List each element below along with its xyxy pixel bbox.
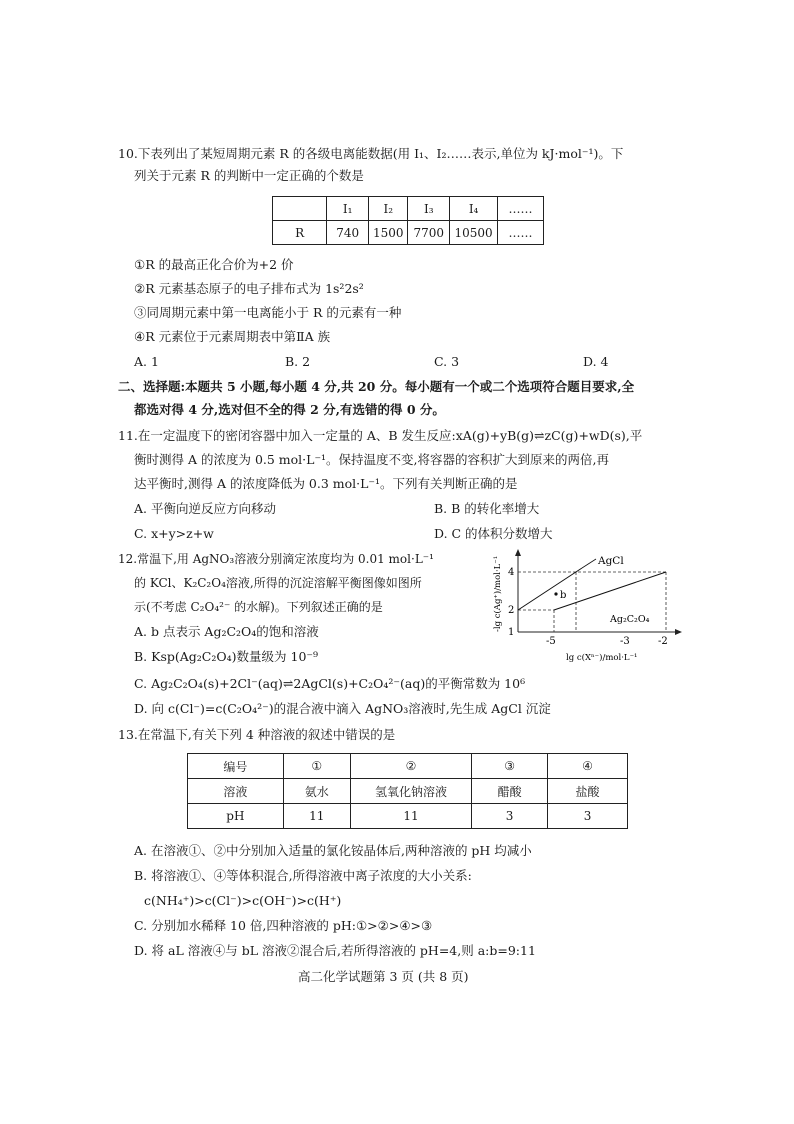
q10-statement-2: ②R 元素基态原子的电子排布式为 1s²2s² (134, 281, 364, 296)
q13-cell: ② (350, 754, 471, 779)
q10-option-b: B. 2 (285, 354, 311, 369)
q10-header-cell: …… (498, 197, 544, 221)
q13-cell: pH (188, 804, 284, 829)
x-tick-3: -3 (620, 636, 630, 647)
y-tick-2: 2 (508, 605, 515, 616)
q12-option-a: A. b 点表示 Ag₂C₂O₄的饱和溶液 (134, 624, 319, 639)
q13-cell: ④ (548, 754, 628, 779)
q10-stem-line2: 列关于元素 R 的判断中一定正确的个数是 (134, 168, 364, 183)
q13-stem: 13.在常温下,有关下列 4 种溶液的叙述中错误的是 (118, 727, 396, 742)
q13-cell: 溶液 (188, 779, 284, 804)
q13-cell: 盐酸 (548, 779, 628, 804)
x-tick-5: -5 (546, 636, 556, 647)
q11-option-c: C. x+y>z+w (134, 526, 214, 541)
q13-cell: 11 (350, 804, 471, 829)
ag2c2o4-line (554, 572, 666, 610)
section2-heading-line2: 都选对得 4 分,选对但不全的得 2 分,有选错的得 0 分。 (134, 402, 445, 417)
q13-solution-table (187, 753, 628, 829)
q12-option-d: D. 向 c(Cl⁻)=c(C₂O₄²⁻)的混合液中滴入 AgNO₃溶液时,先生成 AgCl 沉淀 (134, 701, 551, 716)
q10-stem-line1: 10.下表列出了某短周期元素 R 的各级电离能数据(用 I₁、I₂……表示,单位为 kJ·mol⁻¹)。下 (118, 146, 624, 161)
q12-stem-line3: 示(不考虑 C₂O₄²⁻ 的水解)。下列叙述正确的是 (134, 600, 383, 614)
q10-row-cell: R (273, 221, 327, 245)
q10-option-a: A. 1 (134, 354, 159, 369)
q11-option-b: B. B 的转化率增大 (434, 501, 540, 516)
graph-x-label: lg c(Xⁿ⁻)/mol·L⁻¹ (566, 653, 638, 663)
q10-row-cell: …… (498, 221, 544, 245)
x-tick-2: -2 (658, 636, 668, 647)
q12-solubility-graph (486, 546, 686, 668)
q11-stem-line3: 达平衡时,测得 A 的浓度降低为 0.3 mol·L⁻¹。下列有关判断正确的是 (134, 476, 518, 491)
q10-header-cell: I₁ (327, 197, 369, 221)
q10-option-d: D. 4 (583, 354, 609, 369)
q12-stem-line2: 的 KCl、K₂C₂O₄溶液,所得的沉淀溶解平衡图像如图所 (134, 576, 422, 590)
graph-y-label: -lg c(Ag⁺)/mol·L⁻¹ (493, 555, 503, 632)
q10-statement-3: ③同周期元素中第一电离能小于 R 的元素有一种 (134, 305, 402, 320)
q10-header-cell (273, 197, 327, 221)
q11-stem-line2: 衡时测得 A 的浓度为 0.5 mol·L⁻¹。保持温度不变,将容器的容积扩大到原来的两倍,再 (134, 452, 610, 467)
q13-cell: ③ (472, 754, 548, 779)
q12-stem-line1: 12.常温下,用 AgNO₃溶液分别滴定浓度均为 0.01 mol·L⁻¹ (118, 552, 434, 566)
y-tick-1: 1 (508, 627, 515, 638)
q13-option-b: B. 将溶液①、④等体积混合,所得溶液中离子浓度的大小关系: (134, 868, 472, 883)
q13-cell: 3 (472, 804, 548, 829)
q13-option-d: D. 将 aL 溶液④与 bL 溶液②混合后,若所得溶液的 pH=4,则 a:b=9:11 (134, 943, 536, 958)
q13-option-b-relation: c(NH₄⁺)>c(Cl⁻)>c(OH⁻)>c(H⁺) (144, 893, 342, 908)
section2-heading-line1: 二、选择题:本题共 5 小题,每小题 4 分,共 20 分。每小题有一个或二个选项符合题目要求,全 (118, 379, 635, 394)
y-tick-4: 4 (508, 567, 515, 578)
q10-statement-4: ④R 元素位于元素周期表中第ⅡA 族 (134, 329, 331, 344)
graph-y-arrow (515, 549, 521, 556)
agcl-label-leader (582, 559, 596, 568)
q12-option-b: B. Ksp(Ag₂C₂O₄)数量级为 10⁻⁹ (134, 649, 319, 664)
q11-option-a: A. 平衡向逆反应方向移动 (134, 501, 276, 516)
q11-stem-line1: 11.在一定温度下的密闭容器中加入一定量的 A、B 发生反应:xA(g)+yB(g)⇌zC(g)+wD(s),平 (118, 428, 643, 443)
agcl-label: AgCl (598, 555, 624, 567)
q10-option-c: C. 3 (434, 354, 460, 369)
q13-cell: 编号 (188, 754, 284, 779)
q12-option-c: C. Ag₂C₂O₄(s)+2Cl⁻(aq)⇌2AgCl(s)+C₂O₄²⁻(aq)的平衡常数为 10⁶ (134, 676, 526, 691)
ag2c2o4-label: Ag₂C₂O₄ (610, 614, 650, 625)
point-b-label: b (560, 590, 567, 601)
q13-cell: 11 (283, 804, 350, 829)
q13-cell: 氨水 (283, 779, 350, 804)
q13-cell: 醋酸 (472, 779, 548, 804)
q10-ionization-table (272, 196, 544, 245)
q10-row-cell: 7700 (408, 221, 450, 245)
q13-option-a: A. 在溶液①、②中分别加入适量的氯化铵晶体后,两种溶液的 pH 均减小 (134, 843, 532, 858)
q10-row-cell: 1500 (369, 221, 408, 245)
point-b (554, 592, 557, 595)
q13-cell: 氢氧化钠溶液 (350, 779, 471, 804)
q10-row-cell: 10500 (450, 221, 498, 245)
q10-header-cell: I₃ (408, 197, 450, 221)
q10-statement-1: ①R 的最高正化合价为+2 价 (134, 257, 294, 272)
graph-x-arrow (675, 629, 682, 635)
q11-option-d: D. C 的体积分数增大 (434, 526, 553, 541)
page-footer: 高二化学试题第 3 页 (共 8 页) (298, 969, 469, 984)
q13-cell: 3 (548, 804, 628, 829)
q10-row-cell: 740 (327, 221, 369, 245)
q13-option-c: C. 分别加水稀释 10 倍,四种溶液的 pH:①>②>④>③ (134, 918, 433, 933)
q10-header-cell: I₂ (369, 197, 408, 221)
q13-cell: ① (283, 754, 350, 779)
q10-header-cell: I₄ (450, 197, 498, 221)
